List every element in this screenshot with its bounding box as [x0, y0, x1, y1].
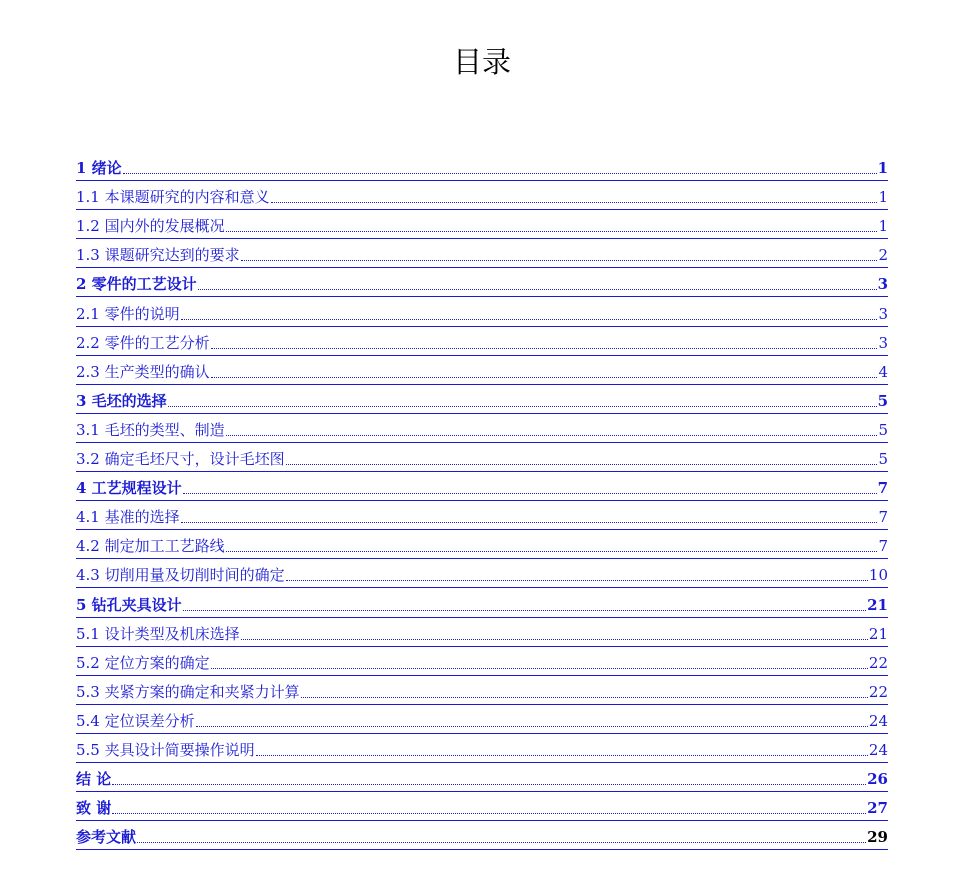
toc-entry-page-number: 1 — [877, 159, 888, 178]
toc-entry-label: 4.3 切削用量及切削时间的确定 — [76, 566, 285, 585]
toc-dot-leader — [112, 784, 866, 785]
toc-dot-leader — [198, 289, 877, 290]
toc-dot-leader — [181, 522, 878, 523]
toc-entry[interactable] — [76, 472, 888, 501]
toc-entry-label: 5.2 定位方案的确定 — [76, 653, 210, 672]
toc-entry[interactable] — [76, 734, 888, 763]
toc-dot-leader — [301, 697, 868, 698]
toc-entry-label: 致 谢 — [76, 799, 112, 818]
toc-entry[interactable] — [76, 792, 888, 821]
toc-entry[interactable] — [76, 588, 888, 617]
toc-entry[interactable] — [76, 618, 888, 647]
toc-entry-page-number: 1 — [878, 217, 888, 236]
toc-dot-leader — [226, 231, 878, 232]
toc-entry[interactable] — [76, 181, 888, 210]
toc-entry-page-number: 10 — [868, 566, 888, 585]
toc-entry[interactable] — [76, 559, 888, 588]
toc-dot-leader — [181, 319, 878, 320]
toc-dot-leader — [226, 435, 878, 436]
toc-entry-page-number: 29 — [867, 828, 888, 847]
toc-entry-page-number: 22 — [868, 653, 888, 672]
toc-entry-page-number: 5 — [878, 420, 888, 439]
toc-entry[interactable] — [76, 210, 888, 239]
toc-entry[interactable] — [76, 152, 888, 181]
toc-entry[interactable] — [76, 297, 888, 326]
toc-entry-page-number: 24 — [868, 740, 888, 759]
toc-entry-page-number: 7 — [878, 537, 888, 556]
toc-dot-leader — [211, 377, 878, 378]
toc-entry[interactable] — [76, 268, 888, 297]
toc-entry-label: 3.2 确定毛坯尺寸，设计毛坯图 — [76, 450, 285, 469]
toc-entry[interactable] — [76, 501, 888, 530]
toc-entry-label: 1.2 国内外的发展概况 — [76, 217, 225, 236]
toc-entry-label: 5.3 夹紧方案的确定和夹紧力计算 — [76, 682, 300, 701]
toc-entry[interactable] — [76, 763, 888, 792]
toc-dot-leader — [112, 813, 866, 814]
toc-dot-leader — [168, 406, 877, 407]
toc-entry-page-number: 3 — [878, 333, 888, 352]
toc-entry[interactable] — [76, 327, 888, 356]
toc-entry-label: 3.1 毛坯的类型、制造 — [76, 420, 225, 439]
toc-entry-label: 3 毛坯的选择 — [76, 391, 167, 410]
toc-entry-page-number: 1 — [878, 188, 888, 207]
toc-entry-label: 1.1 本课题研究的内容和意义 — [76, 188, 270, 207]
toc-dot-leader — [123, 173, 877, 174]
toc-entry-label: 2.3 生产类型的确认 — [76, 362, 210, 381]
toc-entry-label: 5.5 夹具设计简要操作说明 — [76, 740, 255, 759]
toc-entry-label: 2.1 零件的说明 — [76, 304, 180, 323]
table-of-contents — [76, 152, 888, 850]
toc-entry-page-number: 26 — [867, 770, 888, 789]
toc-entry-page-number: 7 — [877, 479, 888, 498]
toc-entry-page-number: 5 — [877, 391, 888, 410]
toc-entry[interactable] — [76, 356, 888, 385]
toc-entry-label: 5.1 设计类型及机床选择 — [76, 624, 240, 643]
toc-entry-page-number: 2 — [878, 246, 888, 265]
toc-entry-page-number: 5 — [878, 450, 888, 469]
toc-dot-leader — [286, 580, 868, 581]
toc-entry-page-number: 22 — [868, 682, 888, 701]
toc-dot-leader — [286, 464, 878, 465]
page-title: 目录 — [452, 45, 511, 79]
toc-entry-label: 1 绪论 — [76, 159, 122, 178]
toc-entry[interactable] — [76, 530, 888, 559]
toc-entry[interactable] — [76, 647, 888, 676]
toc-entry-label: 2 零件的工艺设计 — [76, 275, 197, 294]
toc-entry-label: 参考文献 — [76, 828, 137, 847]
toc-entry-label: 2.2 零件的工艺分析 — [76, 333, 210, 352]
toc-entry-page-number: 27 — [867, 799, 888, 818]
toc-entry[interactable] — [76, 443, 888, 472]
toc-entry-page-number: 7 — [878, 508, 888, 527]
toc-dot-leader — [256, 755, 868, 756]
toc-entry-label: 1.3 课题研究达到的要求 — [76, 246, 240, 265]
toc-dot-leader — [183, 610, 866, 611]
toc-dot-leader — [271, 202, 878, 203]
toc-dot-leader — [137, 842, 866, 843]
toc-entry-label: 4.1 基准的选择 — [76, 508, 180, 527]
toc-entry-label: 4 工艺规程设计 — [76, 479, 182, 498]
toc-entry-label: 5.4 定位误差分析 — [76, 711, 195, 730]
toc-entry-label: 4.2 制定加工工艺路线 — [76, 537, 225, 556]
toc-entry-page-number: 3 — [877, 275, 888, 294]
toc-dot-leader — [211, 668, 868, 669]
toc-entry[interactable] — [76, 705, 888, 734]
toc-dot-leader — [196, 726, 868, 727]
toc-entry-label: 结 论 — [76, 770, 112, 789]
toc-entry-page-number: 24 — [868, 711, 888, 730]
toc-entry[interactable] — [76, 385, 888, 414]
toc-entry-label: 5 钻孔夹具设计 — [76, 595, 182, 614]
toc-dot-leader — [226, 551, 878, 552]
toc-entry[interactable] — [76, 239, 888, 268]
toc-entry-page-number: 21 — [867, 595, 888, 614]
toc-dot-leader — [183, 493, 877, 494]
toc-entry-page-number: 4 — [878, 362, 888, 381]
toc-entry-page-number: 21 — [868, 624, 888, 643]
toc-dot-leader — [241, 639, 868, 640]
toc-entry[interactable] — [76, 821, 888, 850]
toc-dot-leader — [211, 348, 878, 349]
toc-entry[interactable] — [76, 676, 888, 705]
toc-entry[interactable] — [76, 414, 888, 443]
toc-entry-page-number: 3 — [878, 304, 888, 323]
toc-dot-leader — [241, 260, 878, 261]
